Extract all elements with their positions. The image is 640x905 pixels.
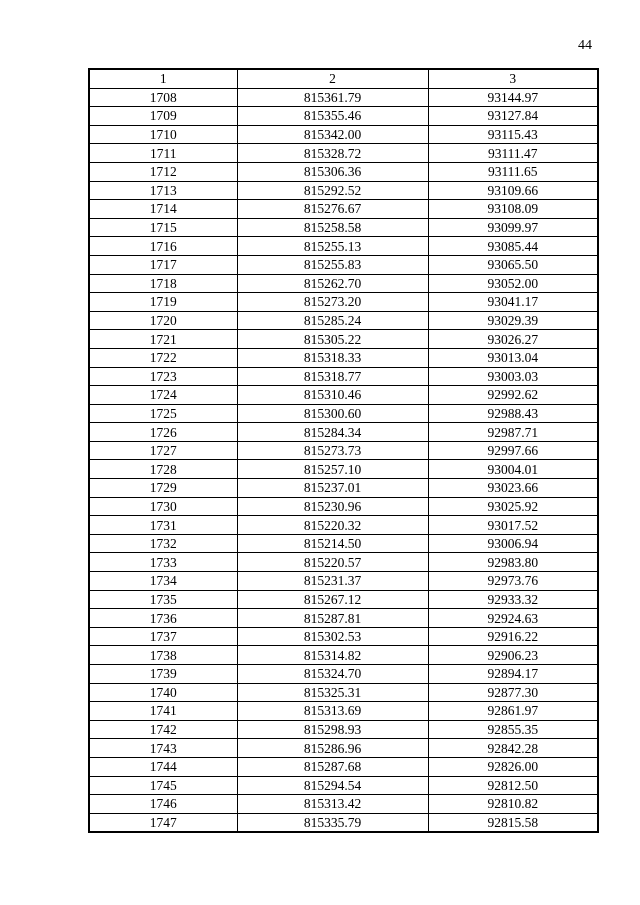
table-row [89, 162, 598, 181]
y-coordinate-cell: 92988.43 [428, 404, 598, 423]
x-coordinate-cell: 815318.33 [237, 348, 428, 367]
x-coordinate-cell: 815328.72 [237, 144, 428, 163]
point-number-cell: 1709 [89, 107, 237, 126]
x-coordinate-cell: 815313.69 [237, 702, 428, 721]
point-number-cell: 1744 [89, 757, 237, 776]
table-row [89, 125, 598, 144]
x-coordinate-cell: 815335.79 [237, 813, 428, 832]
x-coordinate-cell: 815255.83 [237, 255, 428, 274]
point-number-cell: 1721 [89, 330, 237, 349]
y-coordinate-cell: 93026.27 [428, 330, 598, 349]
x-coordinate-cell: 815285.24 [237, 311, 428, 330]
y-coordinate-cell: 92906.23 [428, 646, 598, 665]
point-number-cell: 1719 [89, 293, 237, 312]
y-coordinate-cell: 92983.80 [428, 553, 598, 572]
table-row [89, 757, 598, 776]
point-number-cell: 1743 [89, 739, 237, 758]
y-coordinate-cell: 93029.39 [428, 311, 598, 330]
table-row [89, 572, 598, 591]
y-coordinate-cell: 93041.17 [428, 293, 598, 312]
y-coordinate-cell: 93017.52 [428, 516, 598, 535]
table-row [89, 553, 598, 572]
x-coordinate-cell: 815324.70 [237, 665, 428, 684]
y-coordinate-cell: 92924.63 [428, 609, 598, 628]
table-row [89, 255, 598, 274]
table-row [89, 683, 598, 702]
point-number-cell: 1740 [89, 683, 237, 702]
table-row [89, 107, 598, 126]
point-number-cell: 1722 [89, 348, 237, 367]
point-number-cell: 1711 [89, 144, 237, 163]
y-coordinate-cell: 93111.47 [428, 144, 598, 163]
y-coordinate-cell: 93013.04 [428, 348, 598, 367]
x-coordinate-cell: 815310.46 [237, 386, 428, 405]
y-coordinate-cell: 93006.94 [428, 534, 598, 553]
page-number: 44 [578, 38, 592, 53]
y-coordinate-cell: 93065.50 [428, 255, 598, 274]
point-number-cell: 1728 [89, 460, 237, 479]
table-row [89, 720, 598, 739]
x-coordinate-cell: 815300.60 [237, 404, 428, 423]
point-number-cell: 1747 [89, 813, 237, 832]
point-number-cell: 1723 [89, 367, 237, 386]
y-coordinate-cell: 92842.28 [428, 739, 598, 758]
table-row [89, 665, 598, 684]
point-number-cell: 1708 [89, 88, 237, 107]
x-coordinate-cell: 815302.53 [237, 627, 428, 646]
y-coordinate-cell: 93023.66 [428, 479, 598, 498]
column-header-2: 2 [237, 69, 428, 88]
x-coordinate-cell: 815284.34 [237, 423, 428, 442]
y-coordinate-cell: 93144.97 [428, 88, 598, 107]
x-coordinate-cell: 815361.79 [237, 88, 428, 107]
x-coordinate-cell: 815231.37 [237, 572, 428, 591]
x-coordinate-cell: 815230.96 [237, 497, 428, 516]
table-row [89, 386, 598, 405]
table-row [89, 218, 598, 237]
point-number-cell: 1712 [89, 162, 237, 181]
y-coordinate-cell: 92815.58 [428, 813, 598, 832]
point-number-cell: 1724 [89, 386, 237, 405]
x-coordinate-cell: 815220.32 [237, 516, 428, 535]
table-row [89, 460, 598, 479]
table-body [89, 88, 598, 832]
table-row [89, 590, 598, 609]
x-coordinate-cell: 815276.67 [237, 200, 428, 219]
x-coordinate-cell: 815287.68 [237, 757, 428, 776]
point-number-cell: 1746 [89, 795, 237, 814]
table-row [89, 404, 598, 423]
y-coordinate-cell: 93109.66 [428, 181, 598, 200]
point-number-cell: 1720 [89, 311, 237, 330]
table-row [89, 497, 598, 516]
y-coordinate-cell: 92973.76 [428, 572, 598, 591]
y-coordinate-cell: 92997.66 [428, 441, 598, 460]
table-header-row [89, 69, 598, 88]
y-coordinate-cell: 92933.32 [428, 590, 598, 609]
point-number-cell: 1737 [89, 627, 237, 646]
x-coordinate-cell: 815237.01 [237, 479, 428, 498]
column-header-1: 1 [89, 69, 237, 88]
table-row [89, 88, 598, 107]
point-number-cell: 1710 [89, 125, 237, 144]
y-coordinate-cell: 92894.17 [428, 665, 598, 684]
point-number-cell: 1725 [89, 404, 237, 423]
point-number-cell: 1731 [89, 516, 237, 535]
point-number-cell: 1726 [89, 423, 237, 442]
x-coordinate-cell: 815273.20 [237, 293, 428, 312]
point-number-cell: 1734 [89, 572, 237, 591]
table-row [89, 200, 598, 219]
point-number-cell: 1735 [89, 590, 237, 609]
table-row [89, 181, 598, 200]
point-number-cell: 1715 [89, 218, 237, 237]
y-coordinate-cell: 93003.03 [428, 367, 598, 386]
x-coordinate-cell: 815313.42 [237, 795, 428, 814]
y-coordinate-cell: 93052.00 [428, 274, 598, 293]
y-coordinate-cell: 92877.30 [428, 683, 598, 702]
table-row [89, 367, 598, 386]
x-coordinate-cell: 815255.13 [237, 237, 428, 256]
y-coordinate-cell: 93025.92 [428, 497, 598, 516]
x-coordinate-cell: 815342.00 [237, 125, 428, 144]
point-number-cell: 1745 [89, 776, 237, 795]
x-coordinate-cell: 815286.96 [237, 739, 428, 758]
table-row [89, 609, 598, 628]
point-number-cell: 1718 [89, 274, 237, 293]
x-coordinate-cell: 815298.93 [237, 720, 428, 739]
y-coordinate-cell: 92861.97 [428, 702, 598, 721]
x-coordinate-cell: 815314.82 [237, 646, 428, 665]
x-coordinate-cell: 815258.58 [237, 218, 428, 237]
point-number-cell: 1742 [89, 720, 237, 739]
y-coordinate-cell: 92992.62 [428, 386, 598, 405]
x-coordinate-cell: 815214.50 [237, 534, 428, 553]
y-coordinate-cell: 92987.71 [428, 423, 598, 442]
table-row [89, 813, 598, 832]
point-number-cell: 1717 [89, 255, 237, 274]
table-row [89, 311, 598, 330]
x-coordinate-cell: 815306.36 [237, 162, 428, 181]
table-row [89, 237, 598, 256]
table-row [89, 423, 598, 442]
point-number-cell: 1727 [89, 441, 237, 460]
y-coordinate-cell: 93127.84 [428, 107, 598, 126]
x-coordinate-cell: 815267.12 [237, 590, 428, 609]
table-row [89, 348, 598, 367]
y-coordinate-cell: 93004.01 [428, 460, 598, 479]
table-row [89, 795, 598, 814]
table-row [89, 274, 598, 293]
point-number-cell: 1732 [89, 534, 237, 553]
y-coordinate-cell: 93085.44 [428, 237, 598, 256]
x-coordinate-cell: 815294.54 [237, 776, 428, 795]
table-row [89, 646, 598, 665]
column-header-3: 3 [428, 69, 598, 88]
x-coordinate-cell: 815292.52 [237, 181, 428, 200]
x-coordinate-cell: 815220.57 [237, 553, 428, 572]
table-row [89, 441, 598, 460]
y-coordinate-cell: 92826.00 [428, 757, 598, 776]
x-coordinate-cell: 815325.31 [237, 683, 428, 702]
y-coordinate-cell: 93099.97 [428, 218, 598, 237]
x-coordinate-cell: 815305.22 [237, 330, 428, 349]
x-coordinate-cell: 815318.77 [237, 367, 428, 386]
table-row [89, 330, 598, 349]
table-row [89, 479, 598, 498]
point-number-cell: 1741 [89, 702, 237, 721]
table-row [89, 293, 598, 312]
table-row [89, 627, 598, 646]
table-row [89, 516, 598, 535]
x-coordinate-cell: 815257.10 [237, 460, 428, 479]
y-coordinate-cell: 93108.09 [428, 200, 598, 219]
coordinates-table [88, 68, 599, 833]
point-number-cell: 1730 [89, 497, 237, 516]
y-coordinate-cell: 92855.35 [428, 720, 598, 739]
y-coordinate-cell: 92916.22 [428, 627, 598, 646]
point-number-cell: 1729 [89, 479, 237, 498]
table-row [89, 776, 598, 795]
table-row [89, 739, 598, 758]
point-number-cell: 1714 [89, 200, 237, 219]
table-row [89, 534, 598, 553]
y-coordinate-cell: 93111.65 [428, 162, 598, 181]
point-number-cell: 1739 [89, 665, 237, 684]
point-number-cell: 1738 [89, 646, 237, 665]
y-coordinate-cell: 92810.82 [428, 795, 598, 814]
y-coordinate-cell: 92812.50 [428, 776, 598, 795]
point-number-cell: 1713 [89, 181, 237, 200]
x-coordinate-cell: 815273.73 [237, 441, 428, 460]
x-coordinate-cell: 815355.46 [237, 107, 428, 126]
table-row [89, 144, 598, 163]
x-coordinate-cell: 815287.81 [237, 609, 428, 628]
point-number-cell: 1716 [89, 237, 237, 256]
y-coordinate-cell: 93115.43 [428, 125, 598, 144]
point-number-cell: 1736 [89, 609, 237, 628]
x-coordinate-cell: 815262.70 [237, 274, 428, 293]
point-number-cell: 1733 [89, 553, 237, 572]
table-row [89, 702, 598, 721]
